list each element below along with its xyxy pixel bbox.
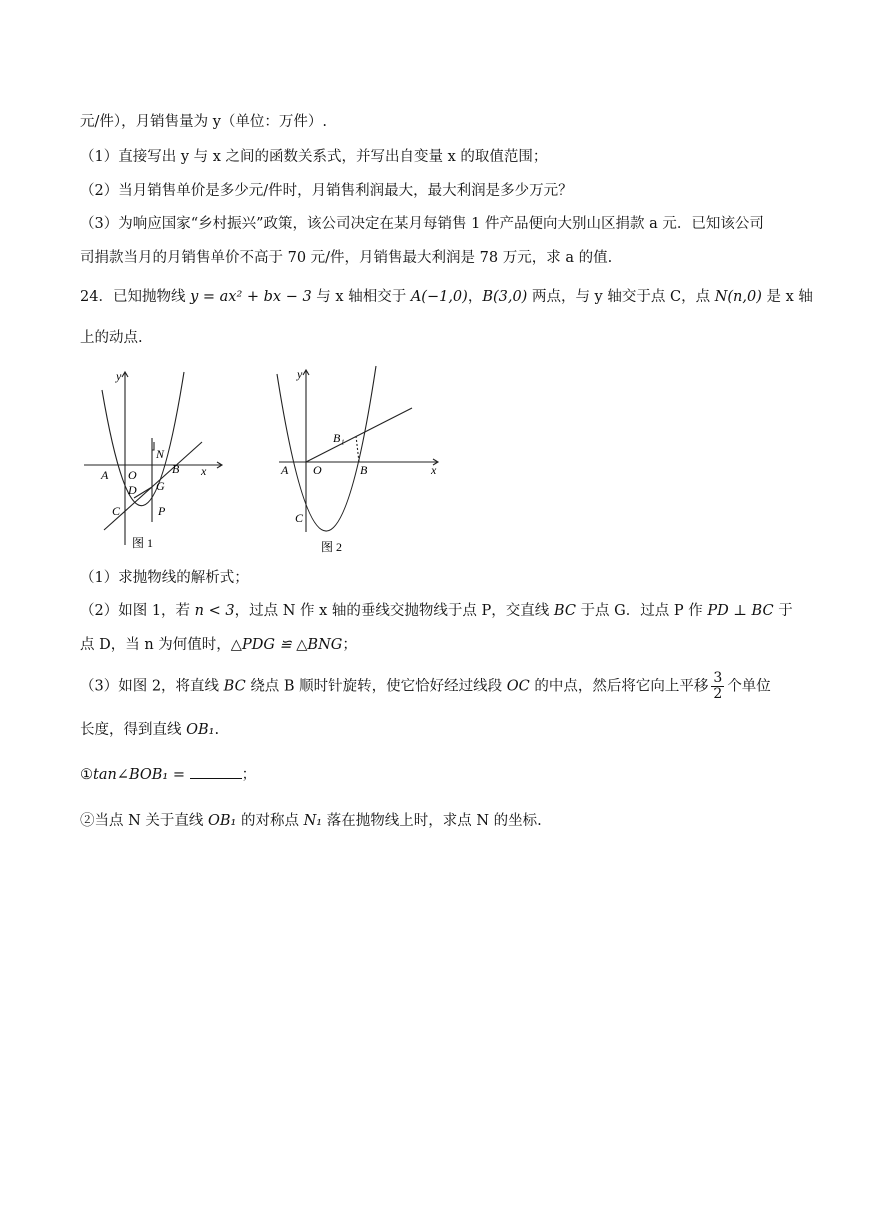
p23-question-3-line1: （3）为响应国家“乡村振兴”政策，该公司决定在某月每销售 1 件产品便向大别山区捐款 a 元．已知该公司 (80, 216, 764, 232)
p24-number: 24 (80, 289, 99, 305)
fig1-label-o: O (128, 468, 137, 482)
figure-2 (275, 362, 445, 557)
fig1-label-p: P (158, 504, 166, 518)
fig2-label-c: C (295, 511, 304, 525)
fig2-line-ob1 (306, 408, 412, 462)
fig2-label-o: O (313, 463, 322, 477)
fig2-label-y: y (297, 367, 303, 381)
p24-point-b: B(3,0) (482, 289, 528, 305)
p24-question-2-line2 (80, 635, 357, 655)
p24-q2-c: 于点 G．过点 P 作 (580, 603, 703, 619)
p24-question-1: （1）求抛物线的解析式； (80, 570, 249, 586)
p24-q3-a: （3）如图 2，将直线 (80, 678, 220, 695)
p24-stem-c: 两点，与 y 轴交于点 C，点 (531, 289, 711, 305)
fig2-dashed-b1 (356, 436, 359, 462)
p24-question-3-line1 (80, 671, 771, 702)
p24-q3-line2-end: . (214, 722, 220, 738)
figure-1 (80, 362, 230, 552)
p24-stem-d: 是 x 轴 (766, 289, 813, 305)
p24-sep: ， (467, 289, 483, 305)
p24-q2-b: ，过点 N 作 x 轴的垂线交抛物线于点 P，交直线 (234, 603, 550, 619)
fig1-line-pd (134, 487, 152, 498)
fig1-label-c: C (112, 504, 121, 518)
p24-q3-bc: BC (223, 678, 246, 695)
p23-question-2: （2）当月销售单价是多少元/件时，月销售利润最大，最大利润是多少万元？ (80, 183, 573, 199)
fig2-caption: 图 2 (321, 540, 343, 554)
fig2-label-b1: B₁ (333, 431, 345, 445)
fig2-label-b: B (360, 463, 368, 477)
p24-sub2-c: 落在抛物线上时，求点 N 的坐标. (326, 813, 542, 829)
fig1-label-b: B (172, 462, 180, 476)
p24-q3-oc: OC (506, 678, 530, 695)
p24-sub-1 (80, 764, 256, 785)
p24-stem-a: ．已知抛物线 (98, 289, 186, 305)
p24-question-3-line2 (80, 720, 219, 740)
p24-q2-condition: n < 3 (194, 603, 235, 619)
p24-q2-line2-a: 点 D，当 n 为何值时， (80, 637, 231, 653)
p24-sub-2 (80, 811, 542, 831)
p24-q3-b: 绕点 B 顺时针旋转，使它恰好经过线段 (250, 678, 503, 695)
p24-sub2-b: 的对称点 (240, 813, 299, 829)
p24-question-2-line1 (80, 601, 793, 621)
p24-q3-line2: 长度，得到直线 (80, 722, 182, 738)
fig2-label-a: A (281, 463, 289, 477)
p24-stem-line1 (80, 287, 813, 307)
p24-q3-d: 个单位 (727, 678, 771, 695)
p24-q3-frac-num: 3 (713, 670, 723, 686)
p24-sub2-ob1: OB₁ (208, 813, 237, 829)
fig1-parabola (102, 372, 184, 506)
fig1-label-y: y (116, 369, 122, 383)
p24-q3-frac-den: 2 (713, 686, 723, 702)
answer-blank (190, 764, 242, 779)
fig1-label-n: N (156, 447, 165, 461)
p23-question-1: （1）直接写出 y 与 x 之间的函数关系式，并写出自变量 x 的取值范围； (80, 149, 548, 165)
fig1-label-d: D (128, 483, 137, 497)
p24-q2-perp: PD ⊥ BC (707, 603, 774, 619)
fig1-caption: 图 1 (132, 536, 154, 550)
p24-q2-d: 于 (778, 603, 793, 619)
p24-q3-c: 的中点，然后将它向上平移 (534, 678, 709, 695)
fig1-label-g: G (156, 479, 165, 493)
p24-point-a: A(−1,0) (410, 289, 468, 305)
p24-sub2-n1: N₁ (303, 813, 323, 829)
p24-q2-line2-b: ； (342, 637, 357, 653)
p24-equation: y = ax² + bx − 3 (190, 289, 312, 305)
fig2-label-x: x (431, 463, 437, 477)
p24-sub1-end: ； (241, 767, 257, 783)
p23-question-3-line2: 司捐款当月的月销售单价不高于 70 元/件，月销售最大利润是 78 万元，求 a 的值. (80, 250, 613, 266)
p24-q2-a: （2）如图 1，若 (80, 603, 191, 619)
p24-sub1-a: ① (80, 767, 93, 783)
p24-stem-line2: 上的动点. (80, 330, 143, 346)
p23-intro-tail: 元/件），月销售量为 y（单位：万件）. (80, 114, 328, 130)
p24-point-n: N(n,0) (714, 289, 762, 305)
p24-q3-fraction (711, 671, 724, 702)
p24-q2-congruence: △PDG ≌ △BNG (230, 637, 343, 653)
p24-q2-bc: BC (553, 603, 576, 619)
fig2-parabola (277, 366, 376, 531)
fig1-label-x: x (201, 464, 207, 478)
fig1-label-a: A (101, 468, 109, 482)
p24-stem-b: 与 x 轴相交于 (316, 289, 407, 305)
p24-sub2-a: ②当点 N 关于直线 (80, 813, 204, 829)
p24-q3-ob1: OB₁ (186, 722, 215, 738)
p24-sub1-expr: tan∠BOB₁ = (93, 767, 185, 783)
